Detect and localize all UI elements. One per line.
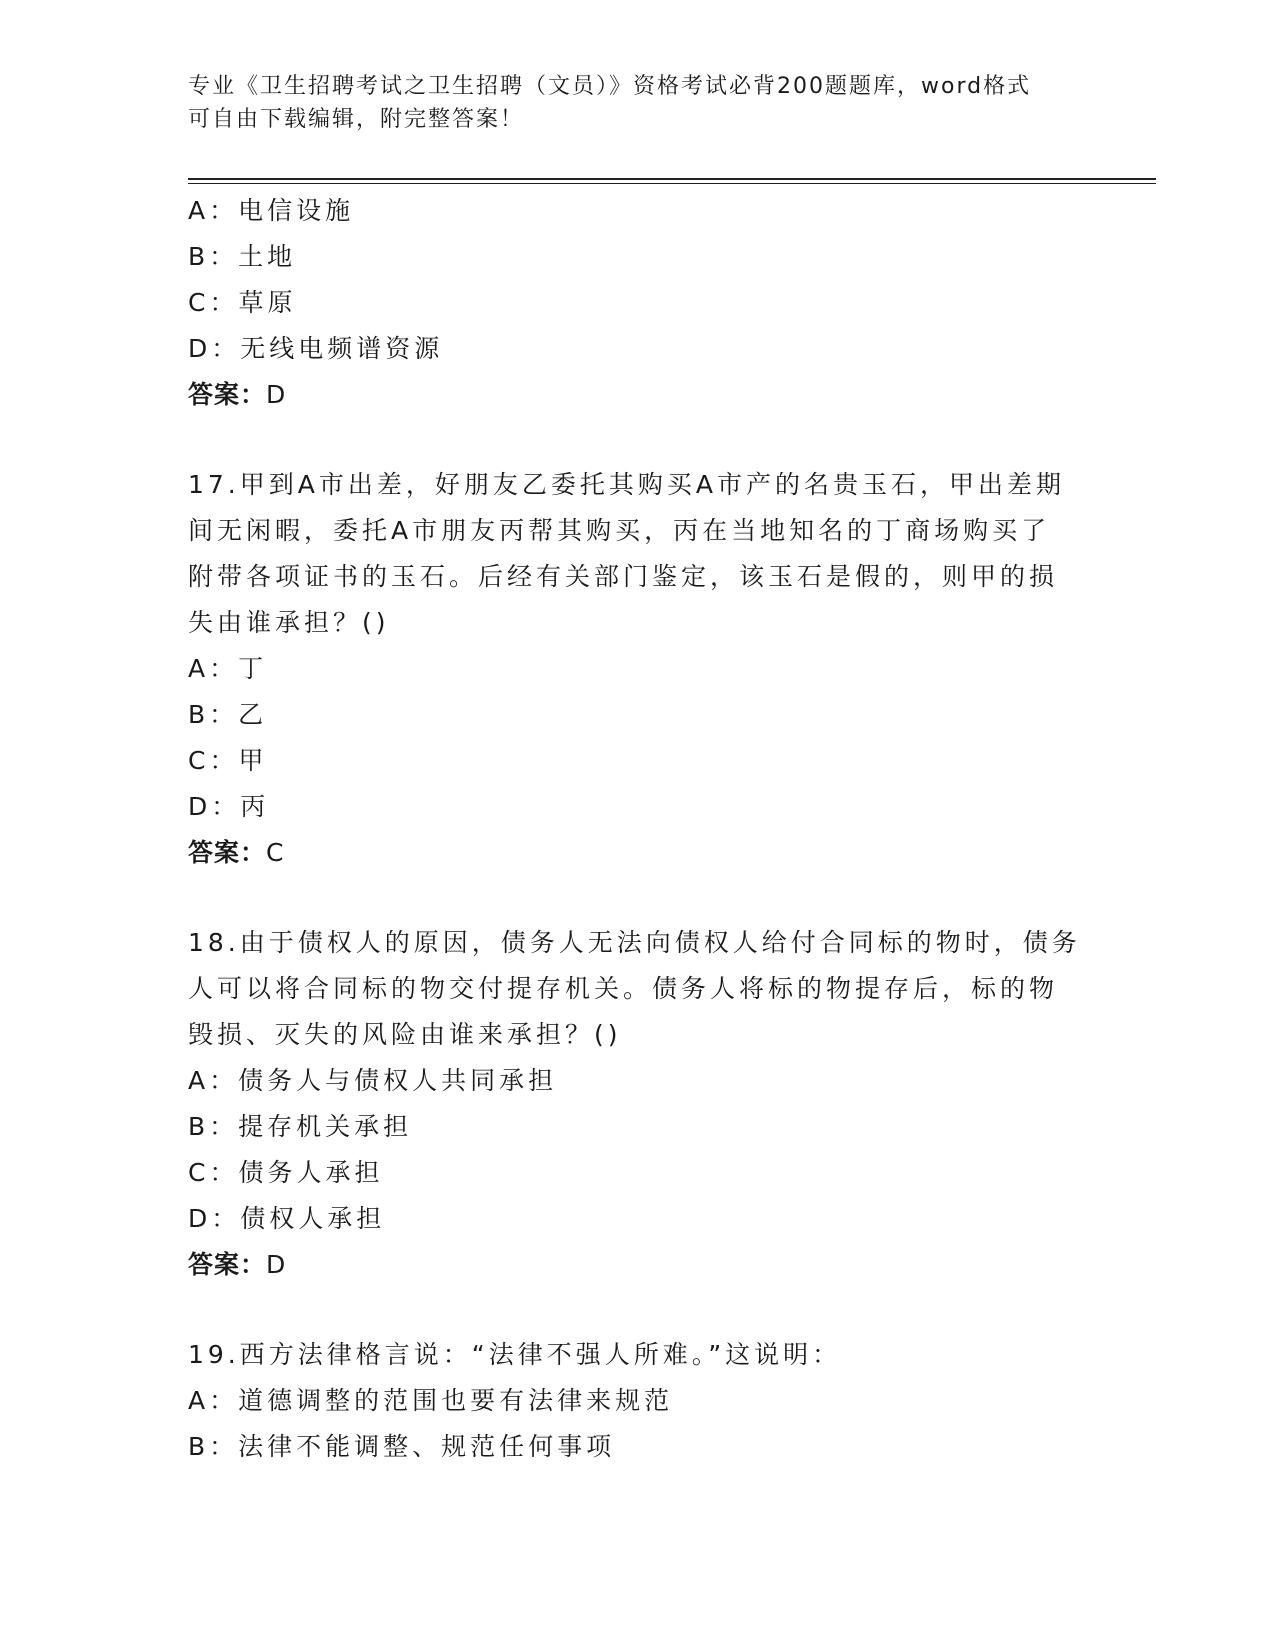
answer-line xyxy=(188,1242,1088,1288)
answer-label: 答案： xyxy=(188,1250,267,1279)
question-17 xyxy=(188,462,1088,876)
question-text-line: 19.西方法律格言说：“法律不强人所难。”这说明： xyxy=(188,1340,842,1369)
document-header xyxy=(188,70,1088,136)
option-d: D：丙 xyxy=(188,792,270,821)
answer-line xyxy=(188,372,1088,418)
option-b: B：乙 xyxy=(188,700,268,729)
header-rule-thin xyxy=(188,183,1156,184)
answer-label: 答案： xyxy=(188,838,267,867)
option-d: D：债权人承担 xyxy=(188,1204,386,1233)
header-line-2: 可自由下载编辑，附完整答案！ xyxy=(188,107,525,132)
answer-value: C xyxy=(266,838,285,867)
answer-value: D xyxy=(266,380,287,409)
option-b: B：法律不能调整、规范任何事项 xyxy=(188,1432,616,1461)
question-18 xyxy=(188,920,1088,1288)
option-a: A：道德调整的范围也要有法律来规范 xyxy=(188,1386,674,1415)
question-16 xyxy=(188,188,1088,418)
option-b: B：提存机关承担 xyxy=(188,1112,413,1141)
question-text-line: 失由谁承担？() xyxy=(188,608,390,637)
option-c: C：草原 xyxy=(188,288,297,317)
option-a: A：丁 xyxy=(188,654,268,683)
question-19 xyxy=(188,1332,1088,1470)
option-d: D：无线电频谱资源 xyxy=(188,334,444,363)
header-line-1: 专业《卫生招聘考试之卫生招聘（文员）》资格考试必背200题题库，word格式 xyxy=(188,74,1032,99)
option-a: A：债务人与债权人共同承担 xyxy=(188,1066,558,1095)
option-c: C：债务人承担 xyxy=(188,1158,384,1187)
option-b: B：土地 xyxy=(188,242,297,271)
question-text-line: 人可以将合同标的物交付提存机关。债务人将标的物提存后，标的物 xyxy=(188,974,1059,1003)
answer-line xyxy=(188,830,1088,876)
question-text-line: 毁损、灭失的风险由谁来承担？() xyxy=(188,1020,622,1049)
question-text-line: 17.甲到A市出差，好朋友乙委托其购买A市产的名贵玉石，甲出差期 xyxy=(188,470,1065,499)
question-text-line: 18.由于债权人的原因，债务人无法向债权人给付合同标的物时，债务 xyxy=(188,928,1081,957)
option-a: A：电信设施 xyxy=(188,196,355,225)
question-text-line: 间无闲暇，委托A市朋友丙帮其购买，丙在当地知名的丁商场购买了 xyxy=(188,516,1051,545)
question-list xyxy=(188,188,1088,1470)
header-rule-thick xyxy=(188,178,1156,180)
answer-value: D xyxy=(266,1250,287,1279)
answer-label: 答案： xyxy=(188,380,267,409)
question-text-line: 附带各项证书的玉石。后经有关部门鉴定，该玉石是假的，则甲的损 xyxy=(188,562,1059,591)
option-c: C：甲 xyxy=(188,746,268,775)
